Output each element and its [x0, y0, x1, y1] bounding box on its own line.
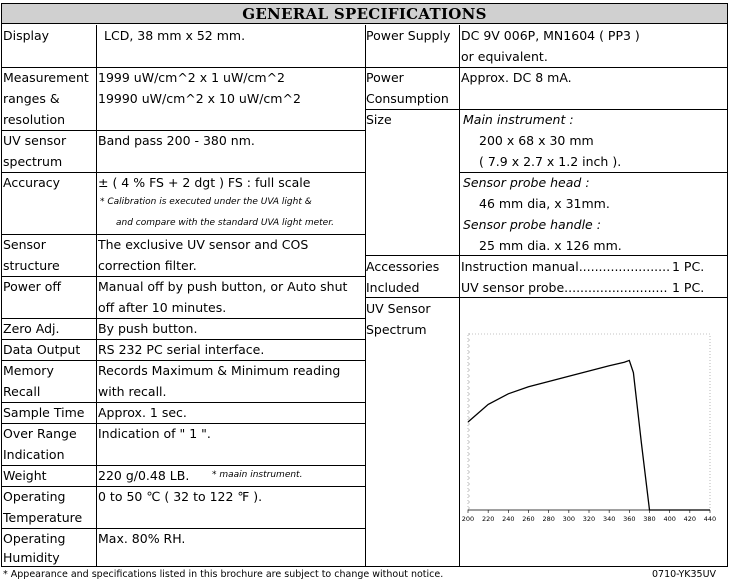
weight-note: * maain instrument. — [212, 470, 303, 480]
accessories-label-1: Accessories — [366, 259, 440, 274]
specifications-table — [1, 3, 728, 567]
power-off-label: Power off — [3, 279, 62, 294]
sensor-structure-label-1: Sensor — [3, 237, 46, 252]
x-tick-label: 280 — [542, 515, 555, 523]
data-output-value: RS 232 PC serial interface. — [98, 342, 265, 357]
memory-recall-label-1: Memory — [3, 363, 54, 378]
operating-temp-label-2: Temperature — [3, 510, 83, 525]
power-consumption-label-2: Consumption — [366, 91, 449, 106]
operating-humidity-label-2: Humidity — [3, 550, 60, 565]
weight-value: 220 g/0.48 LB. — [98, 468, 190, 483]
accessory-qty-2: 1 PC. — [672, 280, 705, 295]
x-tick-label: 200 — [461, 515, 475, 523]
x-tick-label: 400 — [663, 515, 676, 523]
operating-humidity-label-1: Operating — [3, 531, 66, 546]
footer-disclaimer: * Appearance and specifications listed in this brochure are subject to change without notice. — [3, 569, 444, 580]
accessory-qty-1: 1 PC. — [672, 259, 705, 274]
sample-time-label: Sample Time — [3, 405, 85, 420]
size-probe-head-title: Sensor probe head : — [463, 175, 590, 190]
over-range-label-2: Indication — [3, 447, 65, 462]
over-range-label-1: Over Range — [3, 426, 77, 441]
measurement-label-2: ranges & — [3, 91, 60, 106]
weight-label: Weight — [3, 468, 47, 483]
power-supply-value-1: DC 9V 006P, MN1604 ( PP3 ) — [461, 28, 640, 43]
over-range-value: Indication of " 1 ". — [98, 426, 211, 441]
uv-sensor-label-2: spectrum — [3, 154, 63, 169]
operating-temp-label-1: Operating — [3, 489, 66, 504]
accuracy-note-2: and compare with the standard UVA light meter. — [116, 218, 334, 228]
power-consumption-value: Approx. DC 8 mA. — [461, 70, 572, 85]
data-output-label: Data Output — [3, 342, 81, 357]
size-probe-handle: 25 mm dia. x 126 mm. — [479, 238, 622, 253]
uv-sensor-spectrum-chart — [460, 298, 726, 566]
memory-recall-value-1: Records Maximum & Minimum reading — [98, 363, 341, 378]
uv-sensor-label-1: UV sensor — [3, 133, 67, 148]
size-main-2: ( 7.9 x 2.7 x 1.2 inch ). — [479, 154, 622, 169]
x-tick-label: 260 — [522, 515, 535, 523]
zero-adj-value: By push button. — [98, 321, 198, 336]
size-main-title: Main instrument : — [463, 112, 574, 127]
display-value: LCD, 38 mm x 52 mm. — [104, 28, 246, 43]
uv-spectrum-label-2: Spectrum — [366, 322, 427, 337]
uv-sensor-value: Band pass 200 - 380 nm. — [98, 133, 255, 148]
memory-recall-label-2: Recall — [3, 384, 41, 399]
size-probe-head: 46 mm dia, x 31mm. — [479, 196, 610, 211]
accessory-item-2: UV sensor probe.......................... — [461, 280, 668, 295]
accuracy-label: Accuracy — [3, 175, 61, 190]
operating-temp-value: 0 to 50 ℃ ( 32 to 122 ℉ ). — [98, 489, 263, 504]
x-tick-label: 220 — [481, 515, 495, 523]
spectrum-line — [468, 360, 710, 510]
memory-recall-value-2: with recall. — [98, 384, 167, 399]
x-tick-label: 300 — [562, 515, 576, 523]
x-tick-label: 340 — [602, 515, 616, 523]
power-consumption-label-1: Power — [366, 70, 404, 85]
x-tick-label: 380 — [643, 515, 656, 523]
size-main-1: 200 x 68 x 30 mm — [479, 133, 594, 148]
measurement-value-1: 1999 uW/cm^2 x 1 uW/cm^2 — [98, 70, 285, 85]
power-supply-label: Power Supply — [366, 28, 451, 43]
accuracy-note-1: * Calibration is executed under the UVA light & — [100, 197, 312, 207]
size-probe-handle-title: Sensor probe handle : — [463, 217, 601, 232]
x-tick-label: 360 — [623, 515, 636, 523]
uv-spectrum-label-1: UV Sensor — [366, 301, 431, 316]
power-supply-value-2: or equivalent. — [461, 49, 548, 64]
accuracy-value: ± ( 4 % FS + 2 dgt ) FS : full scale — [98, 175, 311, 190]
sensor-structure-label-2: structure — [3, 258, 60, 273]
x-tick-label: 420 — [683, 515, 697, 523]
x-tick-label: 240 — [502, 515, 515, 523]
plot-frame — [468, 334, 710, 510]
display-label: Display — [3, 28, 50, 43]
measurement-label-1: Measurement — [3, 70, 89, 85]
size-label: Size — [366, 112, 392, 127]
sensor-structure-value-2: correction filter. — [98, 258, 197, 273]
x-tick-label: 320 — [582, 515, 596, 523]
power-off-value-1: Manual off by push button, or Auto shut — [98, 279, 348, 294]
operating-humidity-value: Max. 80% RH. — [98, 531, 186, 546]
page-title: GENERAL SPECIFICATIONS — [2, 4, 727, 24]
measurement-value-2: 19990 uW/cm^2 x 10 uW/cm^2 — [98, 91, 301, 106]
accessories-label-2: Included — [366, 280, 420, 295]
sample-time-value: Approx. 1 sec. — [98, 405, 187, 420]
power-off-value-2: off after 10 minutes. — [98, 300, 227, 315]
x-tick-label: 440 — [703, 515, 717, 523]
measurement-label-3: resolution — [3, 112, 66, 127]
sensor-structure-value-1: The exclusive UV sensor and COS — [98, 237, 309, 252]
footer-code: 0710-YK35UV — [652, 569, 717, 580]
accessory-item-1: Instruction manual....................... — [461, 259, 671, 274]
zero-adj-label: Zero Adj. — [3, 321, 60, 336]
